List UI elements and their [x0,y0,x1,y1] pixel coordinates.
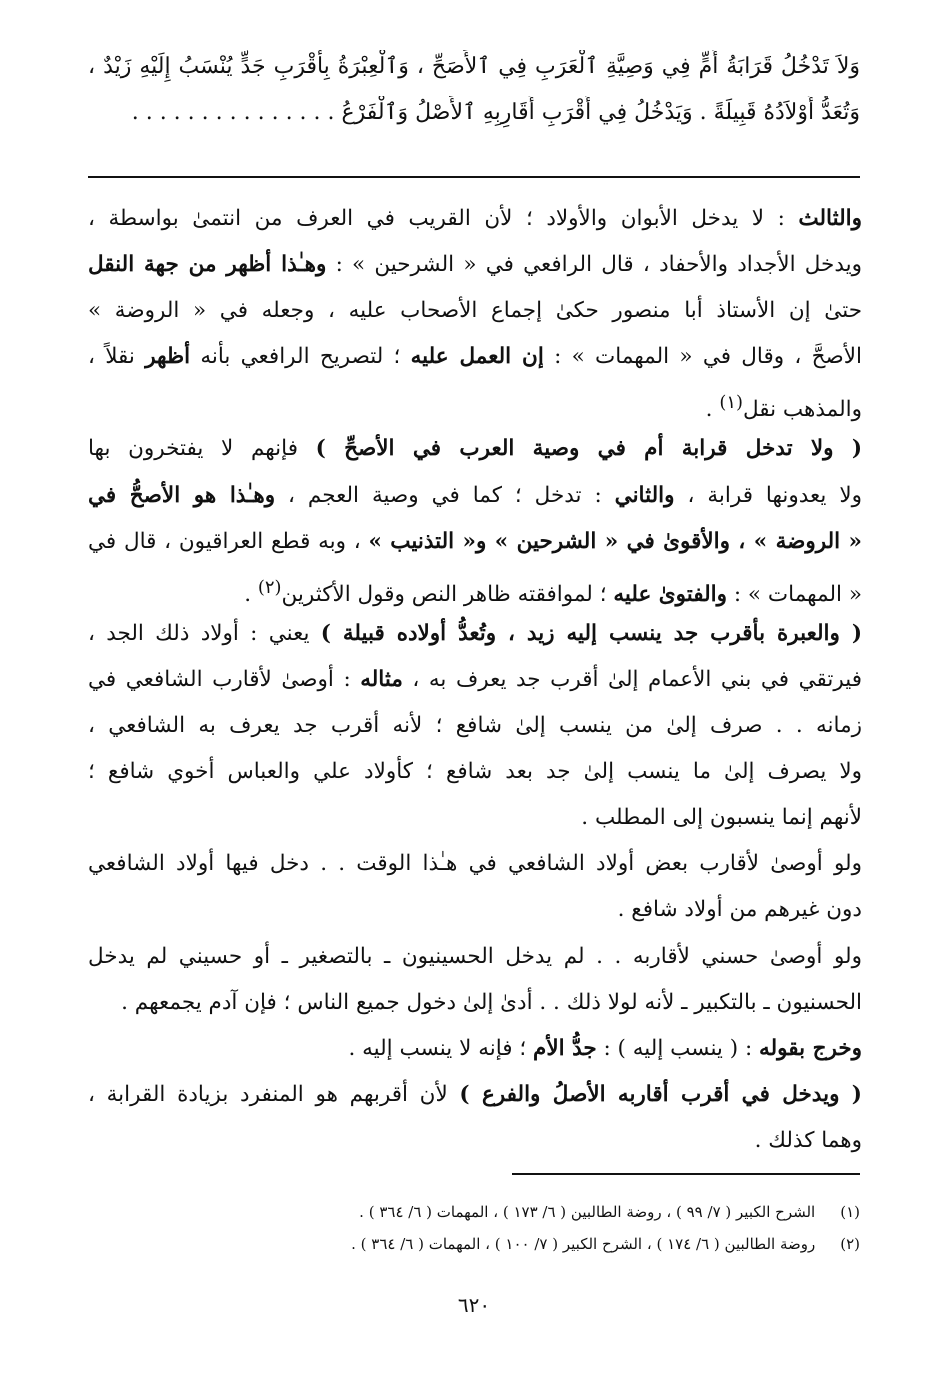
text-run: ولا يعدونها قرابة ، [674,482,862,508]
text-run: زمانه . . صرف إلىٰ من ينسب إلىٰ شافع ؛ لأنه أقرب جد يعرف به الشافعي ، [88,713,862,739]
text-line [88,519,862,565]
text-run: فيرتقي في بني الأعمام إلىٰ أقرب جد يعرف به ، [402,666,862,692]
text-run: ؛ لموافقته ظاهر النص وقول الأكثرين [281,581,614,607]
text-line [88,703,862,749]
text-run: : لا يدخل الأبوان والأولاد ؛ لأن القريب في العرف من انتمىٰ بواسطة ، [88,206,799,231]
bold-text: وهـٰذا هو الأصحُّ في [88,482,276,508]
text-run: وهما كذلك . [754,1127,862,1153]
text-run: نقلاً ، [88,344,146,370]
bold-text: جدُّ الأم [533,1035,597,1061]
text-line [88,426,862,472]
footnote [200,1196,860,1228]
bold-text: « الروضة » ، والأقوىٰ في « الشرحين » و« التذنيب » [368,528,862,554]
text-run: . [705,397,720,423]
bold-text: أظهر [145,344,191,370]
text-run: ؛ لتصريح الرافعي بأنه [190,344,411,370]
text-run: دون غيرهم من أولاد شافع . [617,897,862,923]
bold-text: والثاني [614,482,675,508]
text-line [88,657,862,703]
text-line [88,887,862,933]
text-run: ، وبه قطع العراقيون ، قال في [88,528,369,554]
text-run: والمذهب نقل [742,397,862,423]
footnote-marker: (١) [719,392,743,414]
footnote-number: (١) [840,1203,860,1221]
text-line [88,288,862,334]
footnote-text: روضة الطالبين ( ٦/ ١٧٤ ) ، الشرح الكبير ( ٧/ ١٠٠ ) ، المهمات ( ٦/ ٣٦٤ ) . [351,1235,816,1253]
bold-text: والثالث [798,206,862,231]
footnote-number: (٢) [840,1235,860,1253]
text-line [88,565,862,611]
text-run: فإنهم لا يفتخرون بها [88,436,316,462]
text-run: : ( ينسب إليه ) : [596,1035,760,1061]
text-line [88,749,862,795]
bold-text: ( ويدخل في أقرب أقاربه الأصلُ والفرع ) [459,1081,862,1107]
text-run: : أوصىٰ لأقارب الشافعي في [88,666,361,692]
text-line [88,380,862,426]
text-line [88,334,862,380]
text-line [88,841,862,887]
bold-text: وخرج بقوله [759,1035,862,1061]
footnote [200,1228,860,1260]
text-run: : تدخل ؛ كما في وصية العجم ، [275,482,615,508]
text-run: ويدخل الأجداد والأحفاد ، قال الرافعي في « الشرحين » : [326,252,862,278]
text-run: لأن أقربهم هو المنفرد بزيادة القرابة ، [88,1081,460,1107]
text-run: حتىٰ إن الأستاذ أبا منصور حكىٰ إجماع الأصحاب عليه ، وجعله في « الروضة » [88,298,862,324]
text-line [88,980,862,1026]
text-run: يعني : أولاد ذلك الجد ، [88,620,321,646]
matn-line: وَلاَ تَدْخُلُ قَرَابَةُ أُمٍّ فِي وَصِيَّةِ ٱلْعَرَبِ فِي ٱلأَصَحِّ ، وَٱلْعِبْرَةُ بِأَقْرَبِ جَدٍّ يُنْسَبُ إِلَيْهِ زَيْدٌ ، [88,54,860,79]
bold-text: وهـٰذا أظهر من جهة النقل [88,252,327,278]
text-line [88,1118,862,1164]
text-run: ؛ فإنه لا ينسب إليه . [348,1035,534,1061]
text-line [88,473,862,519]
matn-separator [88,176,860,178]
bold-text: إن العمل عليه [410,344,544,370]
text-run: لأنهم إنما ينسبون إلى المطلب . [581,805,862,831]
footnote-text: الشرح الكبير ( ٧/ ٩٩ ) ، روضة الطالبين ( ٦/ ١٧٣ ) ، المهمات ( ٦/ ٣٦٤ ) . [359,1203,816,1221]
bold-text: ( ولا تدخل قرابة أم في وصية العرب في الأصحِّ ) [315,436,862,462]
footnote-separator [512,1173,860,1175]
bold-text: والفتوىٰ عليه [613,581,728,607]
text-run: الحسنيون ـ بالتكبير ـ لأنه لولا ذلك . . أدىٰ إلىٰ دخول جميع الناس ؛ فإن آدم يجمعهم . [121,989,862,1015]
text-run: . [244,581,258,607]
text-line [88,1026,862,1072]
bold-text: مثاله [360,666,403,692]
commentary-text [88,196,862,1164]
text-run: « المهمات » : [727,581,862,607]
text-run: الأصحَّ ، وقال في « المهمات » : [543,344,862,370]
text-run: ولا يصرف إلىٰ ما ينسب إلىٰ جد بعد شافع ؛ كأولاد علي والعباس أخوي شافع ؛ [88,759,862,785]
text-line [88,611,862,657]
text-line [88,242,862,288]
text-line [88,1072,862,1118]
matn-text [88,50,860,142]
page-number: ٦٢٠ [457,1293,491,1317]
footnote-marker: (٢) [257,576,282,598]
text-run: ولو أوصىٰ لأقارب بعض أولاد الشافعي في هـٰذا الوقت . . دخل فيها أولاد الشافعي [88,851,862,877]
text-line [88,934,862,980]
text-run: ولو أوصىٰ حسني لأقاربه . . لم يدخل الحسينيون ـ بالتصغير ـ أو حسيني لم يدخل [88,943,862,969]
matn-line: وَتُعَدُّ أَوْلاَدُهُ قَبِيلَةً . وَيَدْخُلُ فِي أَقْرَبِ أَقَارِبِهِ ٱلأَصْلُ وَٱلْفَرْعُ . . . . . . . . . . . . . . . [131,100,860,126]
text-line [88,196,862,242]
text-line [88,795,862,841]
footnotes [200,1196,860,1260]
bold-text: ( والعبرة بأقرب جد ينسب إليه زيد ، وتُعدُّ أولاده قبيلة ) [320,620,862,646]
